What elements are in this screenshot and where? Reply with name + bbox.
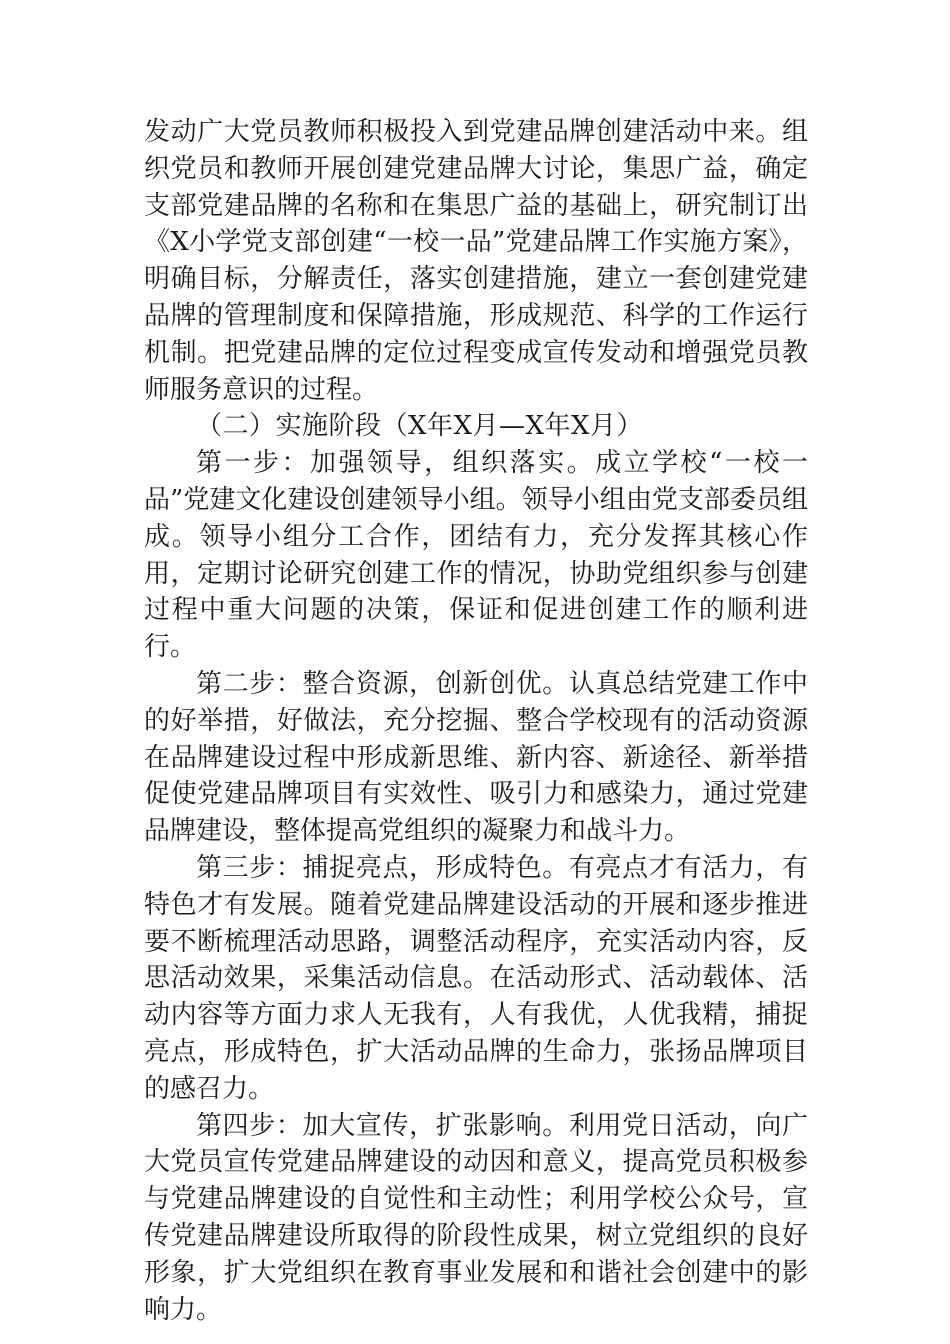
- paragraph-step-one: 第一步：加强领导，组织落实。成立学校“一校一品”党建文化建设创建领导小组。领导小组由党支部委员组成。领导小组分工合作，团结有力，充分发挥其核心作用，定期讨论研究创建工作的情况，协助党组织参与创建过程中重大问题的决策，保证和促进创建工作的顺利进行。: [144, 448, 808, 663]
- paragraph-step-three: 第三步：捕捉亮点，形成特色。有亮点才有活力，有特色才有发展。随着党建品牌建设活动的开展和逐步推进要不断梳理活动思路，调整活动程序，充实活动内容，反思活动效果，采集活动信息。在活动形式、活动载体、活动内容等方面力求人无我有，人有我优，人优我精，捕捉亮点，形成特色，扩大活动品牌的生命力，张扬品牌项目的感召力。: [144, 852, 808, 1104]
- document-body: [144, 114, 808, 1328]
- paragraph-mobilization: 发动广大党员教师积极投入到党建品牌创建活动中来。组织党员和教师开展创建党建品牌大讨论，集思广益，确定支部党建品牌的名称和在集思广益的基础上，研究制订出《X小学党支部创建“一校一品”党建品牌工作实施方案》，明确目标，分解责任，落实创建措施，建立一套创建党建品牌的管理制度和保障措施，形成规范、科学的工作运行机制。把党建品牌的定位过程变成宣传发动和增强党员教师服务意识的过程。: [144, 117, 808, 405]
- paragraph-step-four: 第四步：加大宣传，扩张影响。利用党日活动，向广大党员宣传党建品牌建设的动因和意义，提高党员积极参与党建品牌建设的自觉性和主动性；利用学校公众号，宣传党建品牌建设所取得的阶段性成果，树立党组织的良好形象，扩大党组织在教育事业发展和和谐社会创建中的影响力。: [144, 1110, 808, 1325]
- paragraph-step-two: 第二步：整合资源，创新创优。认真总结党建工作中的好举措，好做法，充分挖掘、整合学校现有的活动资源在品牌建设过程中形成新思维、新内容、新途径、新举措促使党建品牌项目有实效性、吸引力和感染力，通过党建品牌建设，整体提高党组织的凝聚力和战斗力。: [144, 668, 808, 847]
- section-heading-implementation: （二）实施阶段（X年X月—X年X月）: [196, 411, 644, 442]
